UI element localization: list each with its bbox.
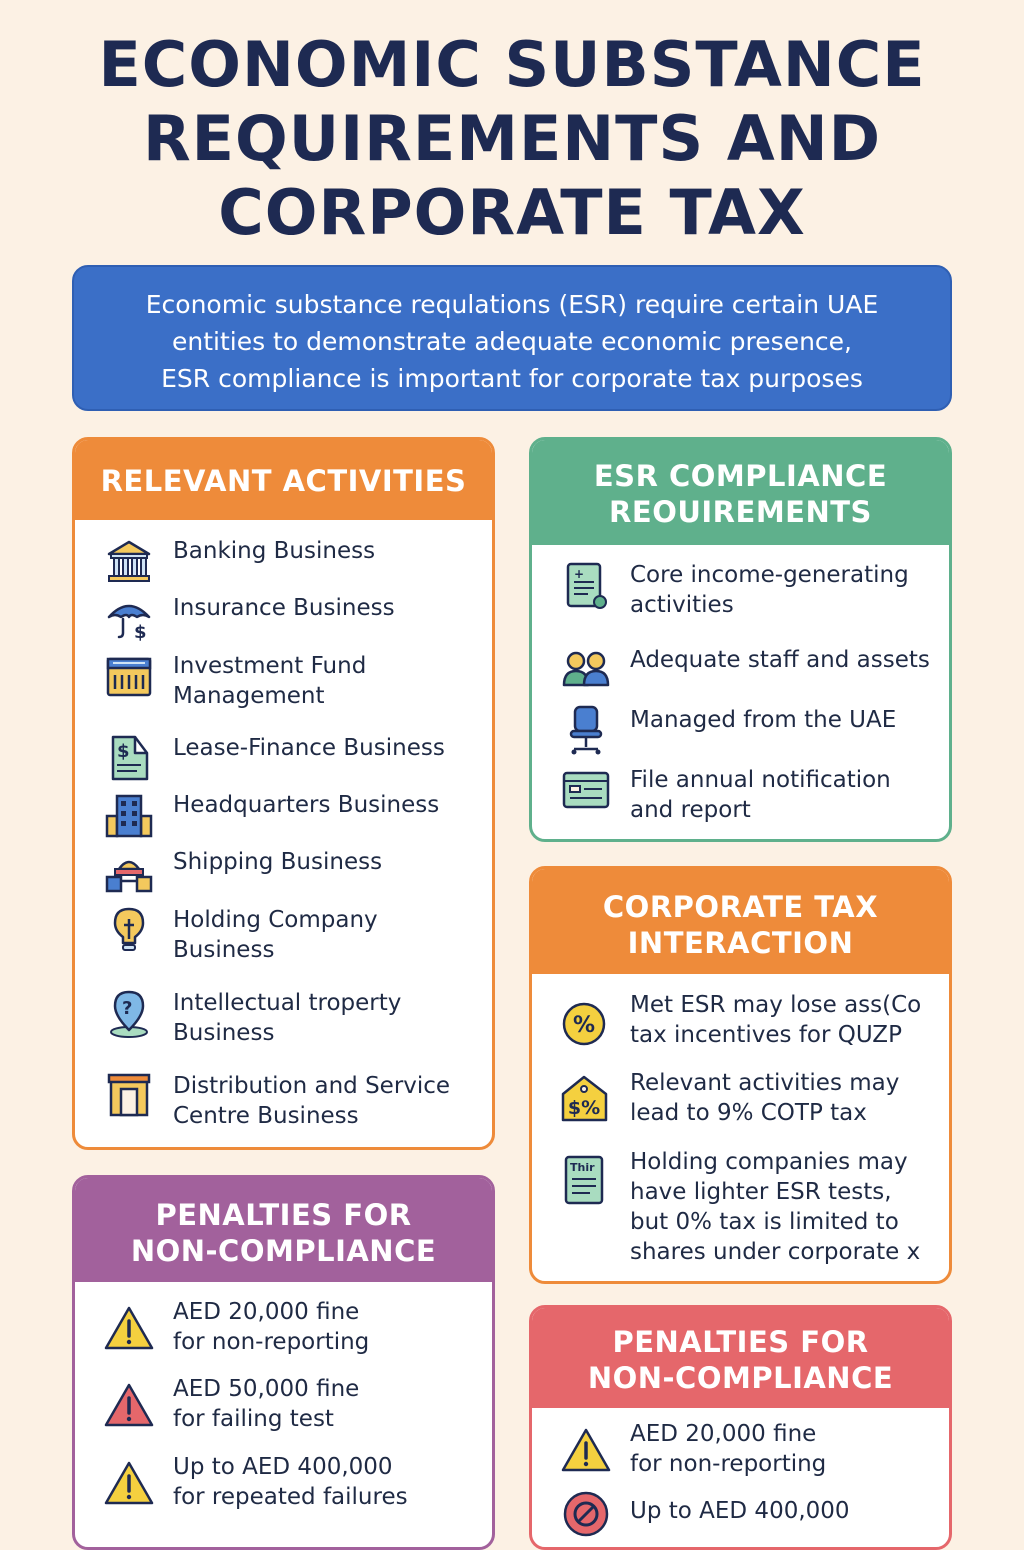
activity-label (173, 988, 482, 1048)
svg-text:Thir: Thir (570, 1161, 595, 1174)
activity-text: Centre Business (173, 1103, 359, 1129)
price-tag-icon (560, 1074, 612, 1126)
activity-text: Investment Fund (173, 653, 367, 679)
requirement-label (630, 645, 939, 675)
activity-label (173, 1071, 482, 1131)
tax-text: lead to 9% COTP tax (630, 1100, 867, 1126)
office-chair-icon (560, 705, 612, 757)
header-line: CORPORATE TAX (602, 890, 879, 924)
requirement-text: and report (630, 797, 751, 823)
tax-text: tax incentives for QUZP (630, 1022, 902, 1048)
tax-text: Relevant activities may (630, 1070, 900, 1096)
penalty-text: for non-reporting (630, 1451, 827, 1477)
prohibited-icon (560, 1488, 612, 1540)
esr-requirements-header (532, 440, 949, 545)
svg-text:$: $ (117, 741, 130, 762)
penalty-text: AED 20,000 fine (173, 1299, 360, 1325)
tax-text: Met ESR may lose ass(Co (630, 992, 922, 1018)
tax-text: but 0% tax is limited to (630, 1209, 899, 1235)
storefront-icon (103, 1071, 155, 1123)
penalties-right-header (532, 1308, 949, 1408)
relevant-activities-header (75, 440, 492, 520)
svg-text:$: $ (134, 622, 147, 643)
activity-text: Distribution and Service (173, 1073, 451, 1099)
intro-line: ESR compliance is important for corporate tax purposes (161, 364, 863, 393)
tax-text: Holding companies may (630, 1149, 908, 1175)
tax-text: have lighter ESR tests, (630, 1179, 892, 1205)
warning-yellow-icon (560, 1425, 612, 1477)
header-line: INTERACTION (627, 926, 854, 960)
header-line: NON-COMPLIANCE (130, 1234, 437, 1268)
requirement-text: Adequate staff and assets (630, 647, 930, 673)
people-icon (560, 645, 612, 697)
tax-text: shares under corporate x (630, 1239, 921, 1265)
activity-text: Intellectual troperty (173, 990, 402, 1016)
activity-text: Holding Company (173, 907, 378, 933)
penalties-left-card (72, 1175, 495, 1550)
intro-banner (72, 265, 952, 411)
title-line: ECONOMIC SUBSTANCE (98, 28, 926, 101)
dollar-document-icon (103, 733, 155, 785)
fund-building-icon (103, 651, 155, 703)
activity-label (173, 593, 482, 623)
penalty-label (173, 1297, 482, 1357)
relevant-activities-card (72, 437, 495, 1150)
location-question-icon (103, 988, 155, 1040)
activity-label (173, 790, 482, 820)
penalty-label (630, 1419, 939, 1479)
requirement-label (630, 705, 939, 735)
tax-document-icon (560, 1155, 612, 1207)
esr-requirements-card (529, 437, 952, 842)
penalty-text: for repeated failures (173, 1484, 408, 1510)
percent-coin-icon (560, 998, 612, 1050)
intro-line: entities to demonstrate adequate economic presence, (171, 327, 852, 356)
corporate-tax-header (532, 869, 949, 974)
title-line: CORPORATE TAX (218, 176, 806, 249)
activity-label (173, 536, 482, 566)
tax-label (630, 1068, 939, 1128)
requirement-label (630, 765, 939, 825)
activity-label (173, 847, 482, 877)
header-line: NON-COMPLIANCE (587, 1361, 894, 1395)
bank-icon (103, 536, 155, 588)
header-line: REOUIREMENTS (609, 495, 872, 529)
warning-red-icon (103, 1380, 155, 1432)
header-line: RELEVANT ACTIVITIES (100, 464, 467, 498)
intro-line: Economic substance requlations (ESR) require certain UAE (145, 290, 879, 319)
activity-text: Lease-Finance Business (173, 735, 445, 761)
requirement-text: File annual notification (630, 767, 891, 793)
penalty-text: Up to AED 400,000 (630, 1498, 850, 1524)
activity-label (173, 905, 482, 965)
penalty-text: for failing test (173, 1406, 334, 1432)
svg-text:%: % (572, 1013, 596, 1038)
penalties-right-card (529, 1305, 952, 1550)
activity-text: Headquarters Business (173, 792, 440, 818)
tax-label (630, 1147, 939, 1267)
header-line: PENALTIES FOR (155, 1198, 412, 1232)
activity-label (173, 651, 482, 711)
office-tower-icon (103, 790, 155, 842)
penalty-text: Up to AED 400,000 (173, 1454, 393, 1480)
penalty-text: for non-reporting (173, 1329, 370, 1355)
lightbulb-icon (103, 905, 155, 957)
header-line: PENALTIES FOR (612, 1325, 869, 1359)
form-icon (560, 765, 612, 817)
warning-yellow-icon (103, 1303, 155, 1355)
header-line: ESR COMPLIANCE (593, 459, 888, 493)
penalties-left-header (75, 1178, 492, 1282)
svg-text:$%: $% (567, 1097, 601, 1119)
svg-text:?: ? (122, 998, 133, 1019)
activity-label (173, 733, 482, 763)
warning-yellow-icon (103, 1458, 155, 1510)
activity-text: Management (173, 683, 325, 709)
document-check-icon (560, 560, 612, 612)
requirement-label (630, 560, 939, 620)
requirement-text: Managed from the UAE (630, 707, 897, 733)
requirement-text: activities (630, 592, 734, 618)
activity-text: Business (173, 1020, 275, 1046)
penalty-label (173, 1374, 482, 1434)
corporate-tax-card (529, 866, 952, 1284)
penalty-label (630, 1496, 939, 1526)
penalty-text: AED 50,000 fine (173, 1376, 360, 1402)
shipping-icon (103, 847, 155, 899)
penalty-text: AED 20,000 fine (630, 1421, 817, 1447)
page-title (0, 28, 1024, 250)
umbrella-dollar-icon (103, 593, 155, 645)
tax-label (630, 990, 939, 1050)
activity-text: Business (173, 937, 275, 963)
activity-text: Insurance Business (173, 595, 395, 621)
activity-text: Shipping Business (173, 849, 383, 875)
svg-text:+: + (574, 567, 585, 581)
penalty-label (173, 1452, 482, 1512)
activity-text: Banking Business (173, 538, 376, 564)
title-line: REQUIREMENTS AND (142, 102, 882, 175)
requirement-text: Core income-generating (630, 562, 909, 588)
